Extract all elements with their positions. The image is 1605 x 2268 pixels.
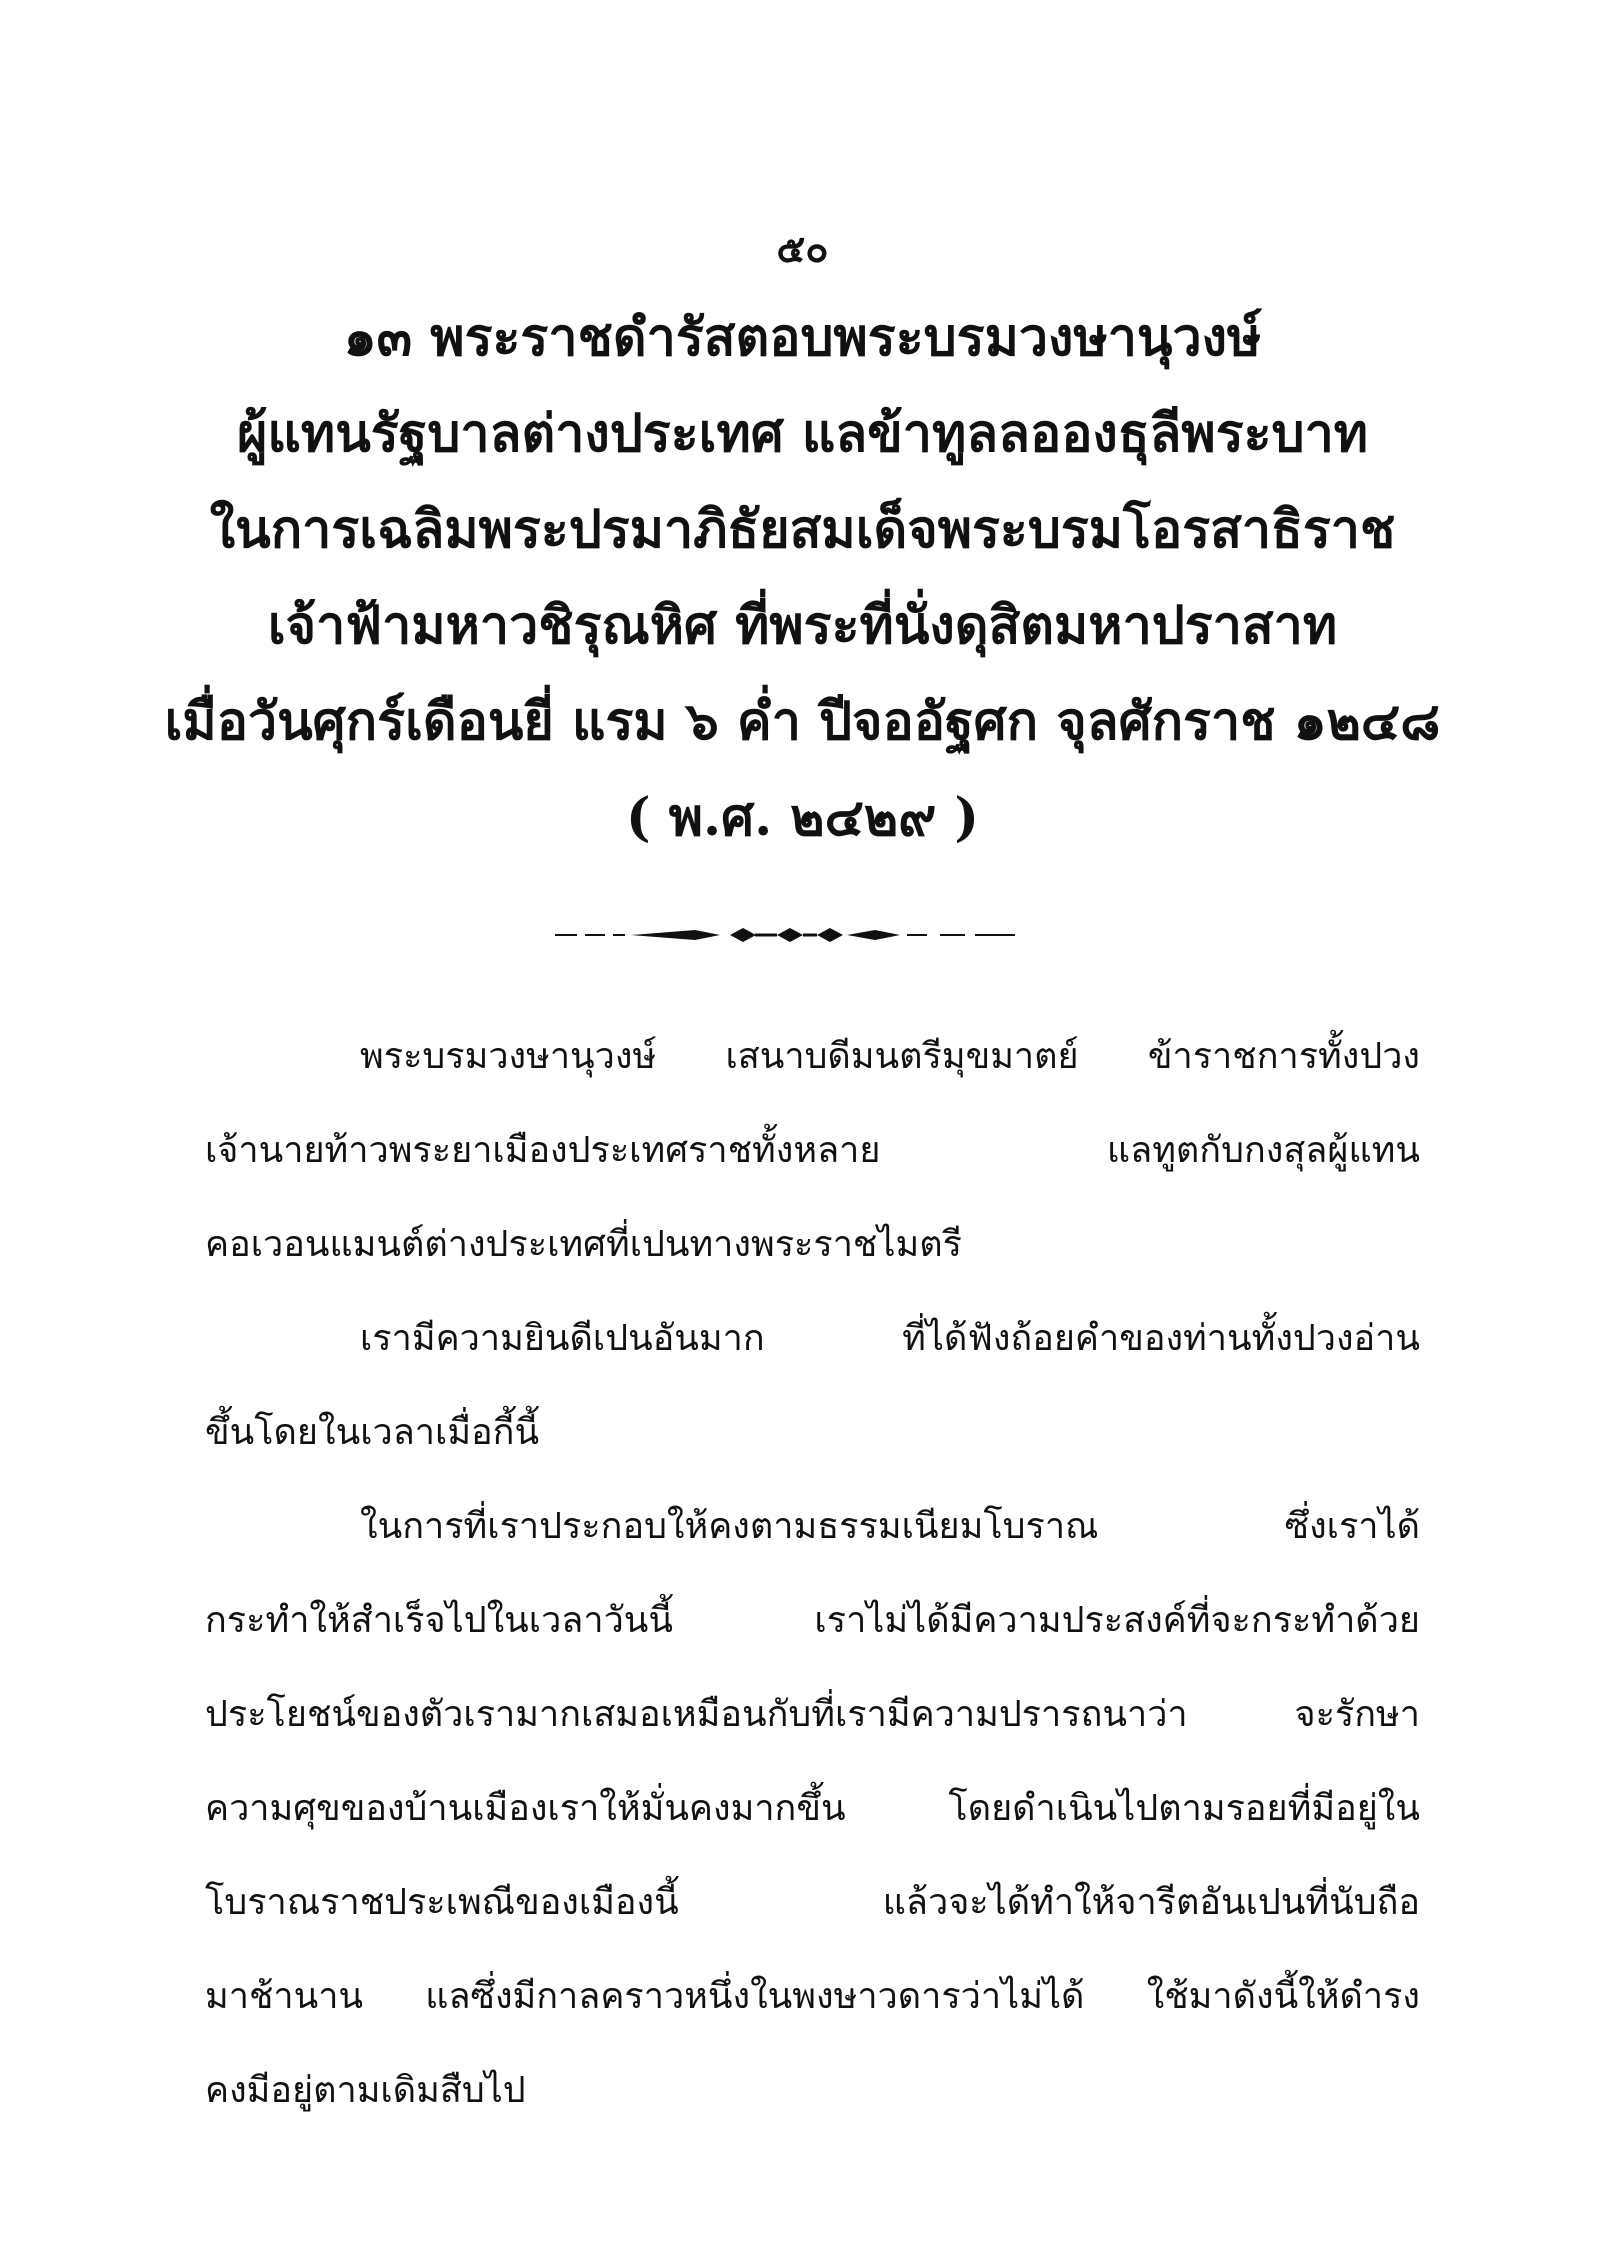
- paragraph-line: ในการที่เราประกอบให้คงตามธรรมเนียมโบราณ ซึ่งเราได้: [360, 1506, 1420, 1547]
- title-line: เมื่อวันศุกร์เดือนยี่ แรม ๖ ค่ำ ปีจออัฐศก จุลศักราช ๑๒๔๘: [164, 691, 1441, 752]
- title-line: ผู้แทนรัฐบาลต่างประเทศ แลข้าทูลลอองธุลีพระบาท: [236, 403, 1369, 464]
- paragraph-line: เรามีความยินดีเปนอันมาก ที่ได้ฟังถ้อยคำของท่านทั้งปวงอ่าน: [360, 1318, 1420, 1359]
- title-block: [120, 290, 1485, 866]
- paragraph-line: คงมีอยู่ตามเดิมสืบไป: [205, 2070, 526, 2111]
- title-line: ๑๓ พระราชดำรัสตอบพระบรมวงษานุวงษ์: [343, 307, 1262, 368]
- paragraph-line: พระบรมวงษานุวงษ์ เสนาบดีมนตรีมุขมาตย์ ข้าราชการทั้งปวง: [360, 1036, 1420, 1077]
- page-number: ๕๐: [776, 226, 829, 271]
- paragraph-line: ขึ้นโดยในเวลาเมื่อกี้นี้: [205, 1412, 540, 1453]
- ornamental-divider: [555, 920, 1015, 950]
- body-text: [205, 1010, 1420, 2138]
- paragraph-line: คอเวอนแมนต์ต่างประเทศที่เปนทางพระราชไมตรี: [205, 1224, 962, 1265]
- paragraph-line: ประโยชน์ของตัวเรามากเสมอเหมือนกับที่เรามีความปรารถนาว่า จะรักษา: [205, 1694, 1420, 1735]
- paragraph-line: โบราณราชประเพณีของเมืองนี้ แล้วจะได้ทำให้จารีตอันเปนที่นับถือ: [205, 1882, 1420, 1923]
- paragraph-line: มาช้านาน แลซึ่งมีกาลคราวหนึ่งในพงษาวดารว่าไม่ได้ ใช้มาดังนี้ให้ดำรง: [205, 1976, 1420, 2017]
- paragraph-line: ความศุขของบ้านเมืองเราให้มั่นคงมากขึ้น โดยดำเนินไปตามรอยที่มีอยู่ใน: [205, 1788, 1420, 1829]
- paragraph-line: กระทำให้สำเร็จไปในเวลาวันนี้ เราไม่ได้มีความประสงค์ที่จะกระทำด้วย: [205, 1600, 1420, 1641]
- title-line: ( พ.ศ. ๒๔๒๙ ): [625, 787, 979, 848]
- title-line: เจ้าฟ้ามหาวชิรุณหิศ ที่พระที่นั่งดุสิตมหาปราสาท: [267, 595, 1338, 656]
- paragraph-line: เจ้านายท้าวพระยาเมืองประเทศราชทั้งหลาย แลทูตกับกงสุลผู้แทน: [205, 1130, 1420, 1171]
- title-line: ในการเฉลิมพระปรมาภิธัยสมเด็จพระบรมโอรสาธิราช: [209, 499, 1396, 560]
